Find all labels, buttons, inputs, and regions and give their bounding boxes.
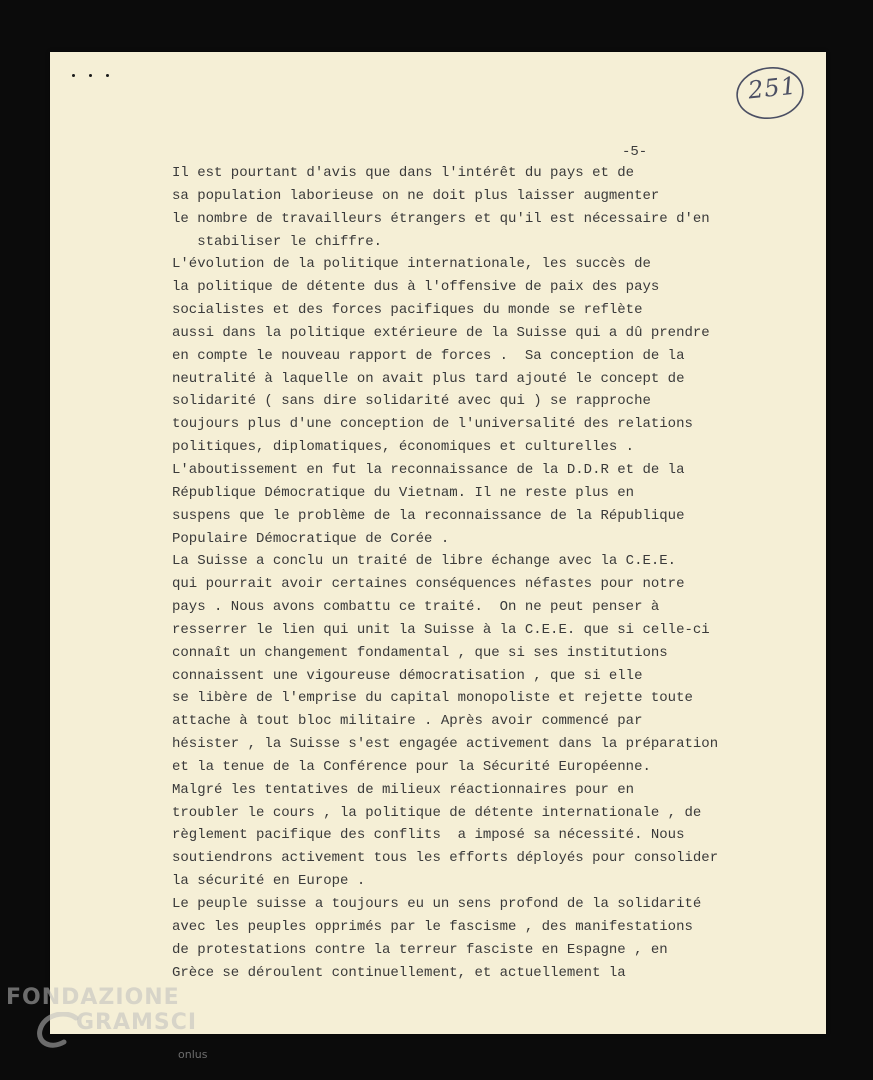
page-number: -5- [622, 144, 648, 160]
text-line: suspens que le problème de la reconnaissance de la République [172, 507, 685, 524]
text-line: avec les peuples opprimés par le fascisme , des manifestations [172, 918, 693, 935]
punch-mark [72, 74, 75, 77]
watermark-logo [6, 985, 208, 1061]
text-line: neutralité à laquelle on avait plus tard ajouté le concept de [172, 370, 685, 387]
text-line: soutiendrons activement tous les efforts déployés pour consolider [172, 850, 719, 867]
text-line: La Suisse a conclu un traité de libre échange avec la C.E.E. [172, 553, 677, 570]
text-line: Malgré les tentatives de milieux réactionnaires pour en [172, 781, 635, 798]
text-line: solidarité ( sans dire solidarité avec qui ) se rapproche [172, 393, 651, 410]
text-line: République Démocratique du Vietnam. Il ne reste plus en [172, 484, 635, 501]
folio-annotation [734, 62, 806, 122]
text-line: la sécurité en Europe . [172, 873, 366, 890]
text-line: Populaire Démocratique de Corée . [172, 530, 450, 547]
text-line: L'évolution de la politique internationale, les succès de [172, 256, 651, 273]
text-line: la politique de détente dus à l'offensive de paix des pays [172, 279, 660, 296]
text-line: Le peuple suisse a toujours eu un sens profond de la solidarité [172, 896, 702, 912]
text-line: socialistes et des forces pacifiques du monde se reflète [172, 302, 643, 319]
punch-mark [89, 74, 92, 77]
document-page [50, 52, 826, 1034]
punch-marks [72, 74, 109, 77]
text-line: en compte le nouveau rapport de forces . Sa conception de la [172, 347, 685, 364]
text-line: toujours plus d'une conception de l'universalité des relations [172, 416, 693, 433]
watermark-line2: GRAMSCI [76, 1010, 198, 1035]
text-line: aussi dans la politique extérieure de la Suisse qui a dû prendre [172, 324, 710, 341]
punch-mark [106, 74, 109, 77]
text-line: se libère de l'emprise du capital monopoliste et rejette toute [172, 690, 693, 707]
text-line: et la tenue de la Conférence pour la Sécurité Européenne. [172, 758, 651, 775]
text-line: connaissent une vigoureuse démocratisation , que si elle [172, 667, 643, 684]
text-line: Grèce se déroulent continuellement, et actuellement la [172, 964, 626, 981]
text-line: troubler le cours , la politique de détente internationale , de [172, 804, 702, 821]
text-line: L'aboutissement en fut la reconnaissance de la D.D.R et de la [172, 461, 685, 478]
folio-number: 251 [746, 71, 799, 105]
text-line: connaît un changement fondamental , que si ses institutions [172, 644, 668, 661]
text-line: qui pourrait avoir certaines conséquences néfastes pour notre [172, 576, 685, 593]
text-line: stabiliser le chiffre. [172, 233, 383, 250]
watermark-line1: FONDAZIONE [6, 985, 180, 1010]
text-line: de protestations contre la terreur fasciste en Espagne , en [172, 941, 668, 958]
text-line: attache à tout bloc militaire . Après avoir commencé par [172, 713, 643, 730]
typewritten-text [172, 162, 732, 984]
text-line: sa population laborieuse on ne doit plus laisser augmenter [172, 187, 660, 204]
text-line: règlement pacifique des conflits a imposé sa nécessité. Nous [172, 827, 685, 844]
text-line: resserrer le lien qui unit la Suisse à la C.E.E. que si celle-ci [172, 621, 710, 638]
g-swoosh-icon [36, 1012, 80, 1048]
watermark-line3: onlus [178, 1048, 208, 1061]
text-line: Il est pourtant d'avis que dans l'intérêt du pays et de [172, 165, 635, 181]
text-line: politiques, diplomatiques, économiques et culturelles . [172, 439, 635, 456]
text-line: le nombre de travailleurs étrangers et qu'il est nécessaire d'en [172, 210, 710, 227]
text-line: pays . Nous avons combattu ce traité. On ne peut penser à [172, 599, 660, 616]
text-line: hésister , la Suisse s'est engagée activement dans la préparation [172, 736, 719, 753]
